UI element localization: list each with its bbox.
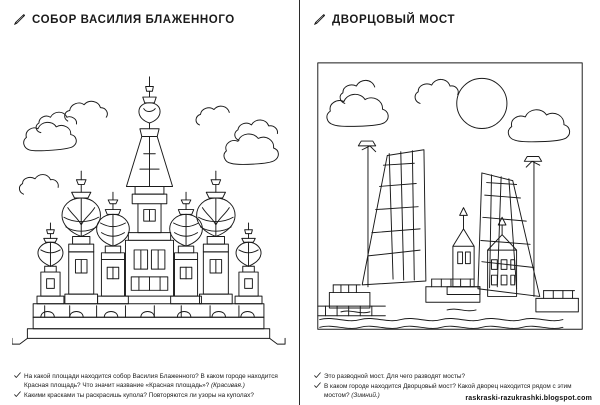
question-line: На какой площади находится собор Василия Блаженного? (24, 372, 199, 380)
check-icon (314, 382, 321, 389)
questions-left (12, 372, 287, 405)
question-line: В каком городе находится Дворцовый мост? Какой дворец (324, 382, 499, 390)
pencil-icon (312, 13, 326, 27)
question-item (314, 372, 586, 381)
question-line: Это разводной мост. Для чего разводят мосты? (324, 372, 466, 380)
illustration-saint-basils-cathedral (12, 32, 287, 372)
question-line: Какими красками ты раскрасишь купола? Повторяются ли (24, 391, 197, 399)
question-item (14, 391, 285, 400)
question-text (24, 391, 285, 400)
panel-title-row-left (12, 10, 287, 30)
question-line: название «Красная площадь»? (116, 381, 210, 389)
illustration-palace-bridge (312, 32, 588, 372)
question-answer: (Красивая.) (211, 381, 245, 389)
footer-credit: raskraski-razukrashki.blogspot.com (465, 395, 592, 402)
check-icon (14, 372, 21, 379)
check-icon (314, 372, 321, 379)
question-line: находится рядом с этим мостом? (324, 382, 572, 399)
page-title-right: ДВОРЦОВЫЙ МОСТ (332, 14, 456, 26)
check-icon (14, 391, 21, 398)
question-text (324, 372, 586, 381)
page-title-left: СОБОР ВАСИЛИЯ БЛАЖЕННОГО (32, 14, 235, 26)
question-answer: (Зимний.) (351, 391, 380, 399)
pencil-icon (12, 13, 26, 27)
question-line: узоры на куполах? (198, 391, 254, 399)
question-text (24, 372, 285, 390)
question-line: В каком городе находится Красная площадь? Что значит (24, 372, 278, 389)
panel-palace-bridge (300, 0, 600, 405)
panel-title-row-right (312, 10, 588, 30)
question-item (14, 372, 285, 390)
